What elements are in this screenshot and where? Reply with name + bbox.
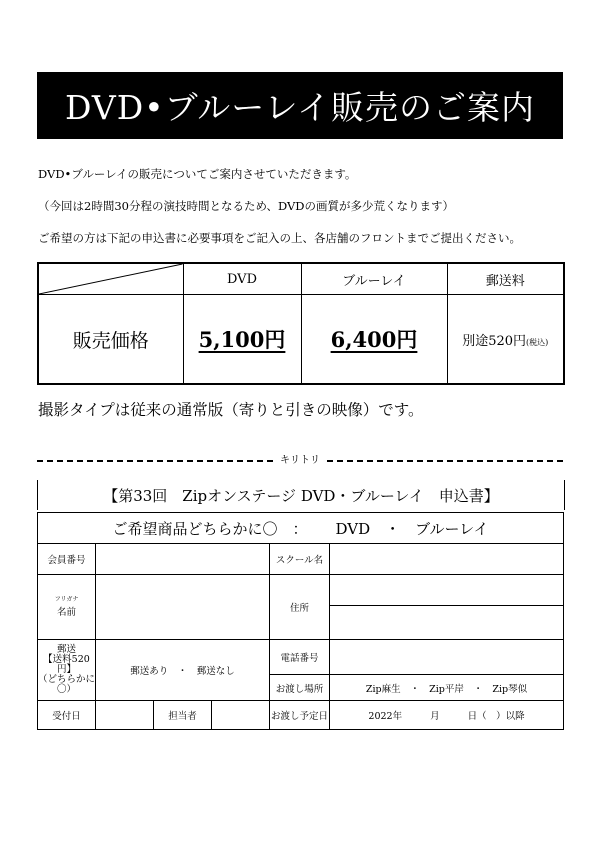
name-label-cell <box>38 575 96 640</box>
member-no-field[interactable] <box>96 544 270 575</box>
price-bluray: 6,400円 <box>330 327 418 352</box>
member-no-label: 会員番号 <box>38 544 96 575</box>
application-form <box>37 512 564 730</box>
name-label: 名前 <box>56 607 76 618</box>
name-ruby-label: フリガナ <box>54 596 79 603</box>
date-day: 日（ ）以降 <box>467 711 525 722</box>
diagonal-header-cell <box>38 263 183 295</box>
cut-label: キリトリ <box>276 451 324 466</box>
intro-line-1: DVD•ブルーレイの販売についてご案内させていただきます。 <box>38 167 357 181</box>
col-header-dvd: DVD <box>183 263 301 295</box>
shipping-options[interactable]: 郵送あり ・ 郵送なし <box>96 640 270 701</box>
handover-place-label: お渡し場所 <box>270 675 330 701</box>
handover-date-field[interactable] <box>330 701 564 730</box>
row-label-price: 販売価格 <box>38 295 183 385</box>
address-field-line-2[interactable] <box>330 606 564 640</box>
store-options[interactable]: Zip麻生 ・ Zip平岸 ・ Zip琴似 <box>330 675 564 701</box>
phone-label: 電話番号 <box>270 640 330 675</box>
phone-field[interactable] <box>330 640 564 675</box>
shipping-price: 別途520円 <box>462 333 527 349</box>
received-date-field[interactable] <box>96 701 154 730</box>
price-dvd: 5,100円 <box>198 327 286 352</box>
name-field[interactable] <box>96 575 270 640</box>
price-table <box>37 262 565 385</box>
address-label: 住所 <box>270 575 330 640</box>
address-field-line-1[interactable] <box>330 575 564 606</box>
product-choice-row[interactable] <box>38 513 564 544</box>
shipping-label-cell <box>38 640 96 701</box>
product-choice-options: DVD ・ ブルーレイ <box>335 519 489 538</box>
handover-date-label: お渡し予定日 <box>270 701 330 730</box>
diagonal-line <box>39 264 183 294</box>
shipping-label: 郵送 <box>56 644 76 655</box>
price-dvd-cell <box>183 295 301 385</box>
col-header-shipping: 郵送料 <box>447 263 564 295</box>
shooting-type-note: 撮影タイプは従来の通常版（寄りと引きの映像）です。 <box>38 401 424 419</box>
intro-line-3: ご希望の方は下記の申込書に必要事項をご記入の上、各店舗のフロントまでご提出ください。 <box>38 231 521 245</box>
form-title: 【第33回 Zipオンステージ DVD・ブルーレイ 申込書】 <box>37 480 565 510</box>
date-year: 2022年 <box>368 711 403 722</box>
shipping-fee-label: 【送料520円】 <box>43 654 90 675</box>
intro-line-2: （今回は2時間30分程の演技時間となるため、DVDの画質が多少荒くなります） <box>38 199 455 213</box>
product-choice-label: ご希望商品どちらかに〇 ： <box>112 519 308 538</box>
col-header-bluray: ブルーレイ <box>301 263 447 295</box>
cut-line <box>37 453 563 465</box>
staff-label: 担当者 <box>154 701 212 730</box>
received-date-label: 受付日 <box>38 701 96 730</box>
page-title-banner <box>37 72 563 139</box>
price-bluray-cell <box>301 295 447 385</box>
date-month: 月 <box>430 711 440 722</box>
staff-field[interactable] <box>212 701 270 730</box>
shipping-cell <box>447 295 564 385</box>
shipping-tax-note: (税込) <box>526 337 549 347</box>
school-name-label: スクール名 <box>270 544 330 575</box>
page-title: DVD•ブルーレイ販売のご案内 <box>64 88 535 127</box>
shipping-choose-label: （どちらかに〇） <box>38 674 96 695</box>
school-name-field[interactable] <box>330 544 564 575</box>
